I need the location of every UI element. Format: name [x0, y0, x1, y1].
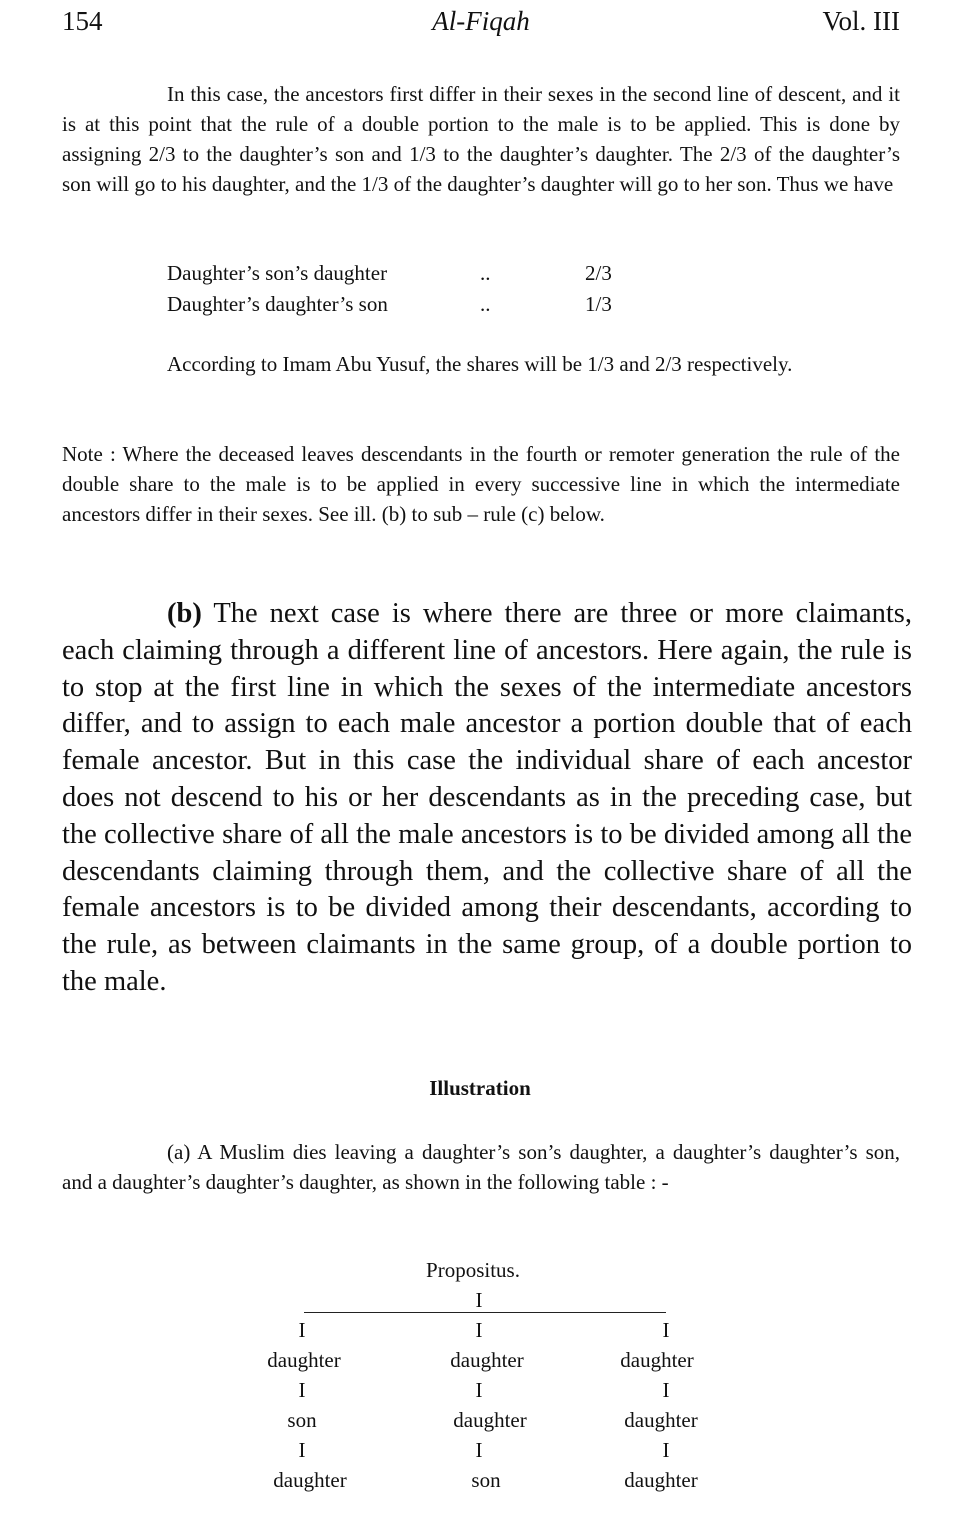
note-paragraph: Note : Where the deceased leaves descendants in the fourth or remoter generation the rule of the double share to the male is to be applied in every successive line in which the intermediate ancestors differ in their sexes. See ill. (b) to sub – rule (c) below. — [62, 442, 900, 526]
tree-connector: I — [298, 1378, 306, 1402]
tree-node: daughter — [267, 1348, 341, 1372]
paragraph-abu-yusuf: According to Imam Abu Yusuf, the shares will be 1/3 and 2/3 respectively. — [167, 352, 793, 376]
tree-node: son — [287, 1408, 317, 1432]
share-separator: .. — [480, 292, 491, 316]
tree-root: Propositus. — [426, 1258, 520, 1282]
tree-connector: I — [662, 1318, 670, 1342]
tree-node: daughter — [624, 1468, 698, 1492]
share-value: 2/3 — [585, 261, 612, 285]
share-value: 1/3 — [585, 292, 612, 316]
share-separator: .. — [480, 261, 491, 285]
tree-node: daughter — [624, 1408, 698, 1432]
tree-node: son — [471, 1468, 501, 1492]
volume-label: Vol. III — [822, 6, 900, 36]
tree-branch-line — [304, 1312, 666, 1313]
rule-b-text: The next case is where there are three or more claimants, each claiming through a different line of ancestors. Here again, the rule is to stop at the first line in which the sexes of the intermediate ancestors differ, and to assign to each male ancestor a portion double that of each female ancestor. But in this case the individual share of each ancestor does not descend to his or her descendants as in the preceding case, but the collective share of all the male ancestors is to be divided among all the descendants claiming through them, and the collective share of all the female ancestors is to be divided among their descendants, according to the rule, as between claimants in the same group, of a double portion to the male. — [62, 598, 912, 997]
page-number: 154 — [62, 6, 103, 36]
tree-node: daughter — [450, 1348, 524, 1372]
rule-b-label: (b) — [167, 598, 202, 629]
tree-connector: I — [298, 1318, 306, 1342]
illustration-intro: (a) A Muslim dies leaving a daughter’s son’s daughter, a daughter’s daughter’s son, and a daughter’s daughter’s daughter, as shown in the following table : - — [62, 1140, 900, 1194]
tree-connector: I — [662, 1378, 670, 1402]
tree-node: daughter — [620, 1348, 694, 1372]
paragraph-double-portion: In this case, the ancestors first differ in their sexes in the second line of descent, and it is at this point that the rule of a double portion to the male is to be applied. This is done by assigning 2/3 to the daughter’s son and 1/3 to the daughter’s daughter. The 2/3 of the daughter’s son will go to his daughter, and the 1/3 of the daughter’s daughter will go to her son. Thus we have — [62, 82, 900, 196]
tree-connector: I — [475, 1378, 483, 1402]
tree-connector: I — [475, 1288, 483, 1312]
tree-connector: I — [662, 1438, 670, 1462]
share-claimant: Daughter’s daughter’s son — [167, 292, 388, 316]
tree-connector: I — [298, 1438, 306, 1462]
tree-node: daughter — [453, 1408, 527, 1432]
tree-connector: I — [475, 1438, 483, 1462]
book-title: Al-Fiqah — [432, 6, 530, 36]
tree-node: daughter — [273, 1468, 347, 1492]
share-claimant: Daughter’s son’s daughter — [167, 261, 388, 285]
illustration-heading: Illustration — [429, 1076, 531, 1100]
tree-connector: I — [475, 1318, 483, 1342]
